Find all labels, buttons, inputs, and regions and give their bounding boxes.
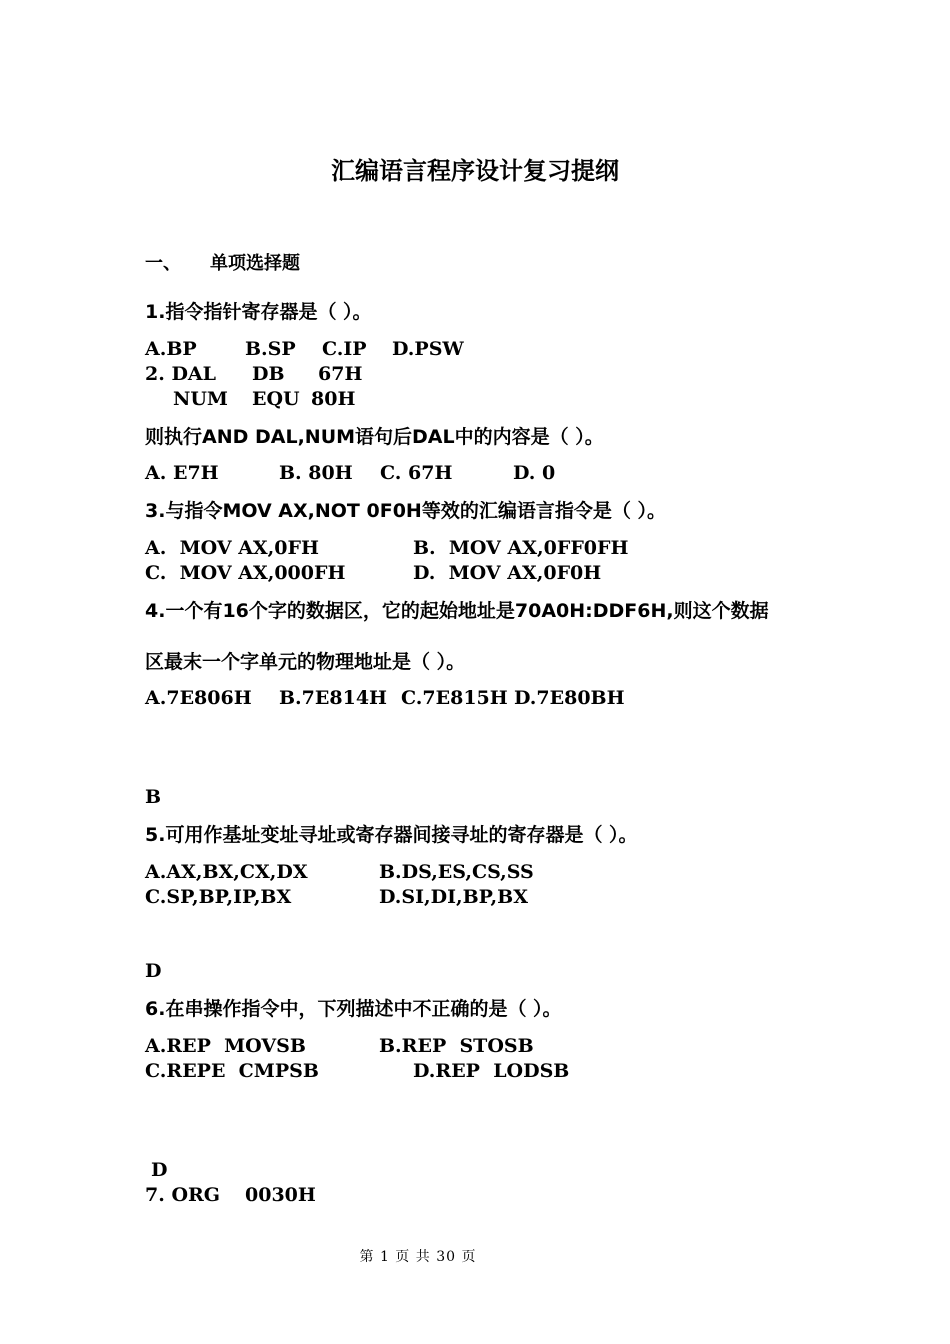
q3-stem: 3.与指令MOV AX,NOT 0F0H等效的汇编语言指令是（ ）。 (145, 500, 666, 522)
q2-code-op-1: DB (252, 363, 285, 385)
q5-option-b: B.DS,ES,CS,SS (379, 861, 534, 883)
q6-option-c: C.REPE CMPSB (145, 1060, 319, 1082)
q2-option-c: C. 67H (380, 462, 453, 484)
q7-code-val: 0030H (245, 1184, 316, 1206)
q2-code-val-1: 67H (318, 363, 363, 385)
q4-option-c: C.7E815H (401, 687, 508, 709)
q4-stem-line-1: 4.一个有16个字的数据区，它的起始地址是70A0H:DDF6H,则这个数据 (145, 600, 769, 622)
q2-code-label-2: NUM (173, 388, 228, 410)
q2-option-a: A. E7H (145, 462, 219, 484)
q3-option-a: A. MOV AX,0FH (145, 537, 319, 559)
q5-answer: D (145, 960, 162, 982)
q3-option-b: B. MOV AX,0FF0FH (413, 537, 629, 559)
q1-option-d: D.PSW (392, 338, 464, 360)
q1-option-a: A.BP (145, 338, 197, 360)
q7-code-label: 7. ORG (145, 1184, 221, 1206)
q4-answer: B (145, 786, 162, 808)
q4-option-a: A.7E806H (145, 687, 252, 709)
q1-stem: 1.指令指针寄存器是（ ）。 (145, 301, 372, 323)
q2-stem: 则执行AND DAL,NUM语句后DAL中的内容是（ ）。 (145, 426, 604, 448)
q2-code-op-2: EQU (252, 388, 300, 410)
q1-option-b: B.SP (245, 338, 296, 360)
q6-answer: D (151, 1159, 168, 1181)
q2-option-b: B. 80H (279, 462, 353, 484)
q2-code-val-2: 80H (311, 388, 356, 410)
page-footer: 第 1 页 共 30 页 (359, 1249, 477, 1265)
q2-code-label-1: 2. DAL (145, 363, 217, 385)
q5-option-a: A.AX,BX,CX,DX (145, 861, 308, 883)
q4-stem-line-2: 区最末一个字单元的物理地址是（ ）。 (145, 651, 466, 673)
section-heading: 单项选择题 (210, 253, 300, 274)
q2-option-d: D. 0 (513, 462, 556, 484)
q6-option-a: A.REP MOVSB (145, 1035, 306, 1057)
q5-option-c: C.SP,BP,IP,BX (145, 886, 292, 908)
q4-option-d: D.7E80BH (514, 687, 625, 709)
q5-stem: 5.可用作基址变址寻址或寄存器间接寻址的寄存器是（ ）。 (145, 824, 638, 846)
q3-option-d: D. MOV AX,0F0H (413, 562, 602, 584)
q6-stem: 6.在串操作指令中，下列描述中不正确的是（ ）。 (145, 998, 562, 1020)
q5-option-d: D.SI,DI,BP,BX (379, 886, 528, 908)
document-title: 汇编语言程序设计复习提纲 (331, 157, 619, 185)
q1-option-c: C.IP (322, 338, 367, 360)
section-number: 一、 (145, 253, 181, 274)
q6-option-b: B.REP STOSB (379, 1035, 534, 1057)
q6-option-d: D.REP LODSB (413, 1060, 570, 1082)
q3-option-c: C. MOV AX,000FH (145, 562, 346, 584)
q4-option-b: B.7E814H (279, 687, 387, 709)
